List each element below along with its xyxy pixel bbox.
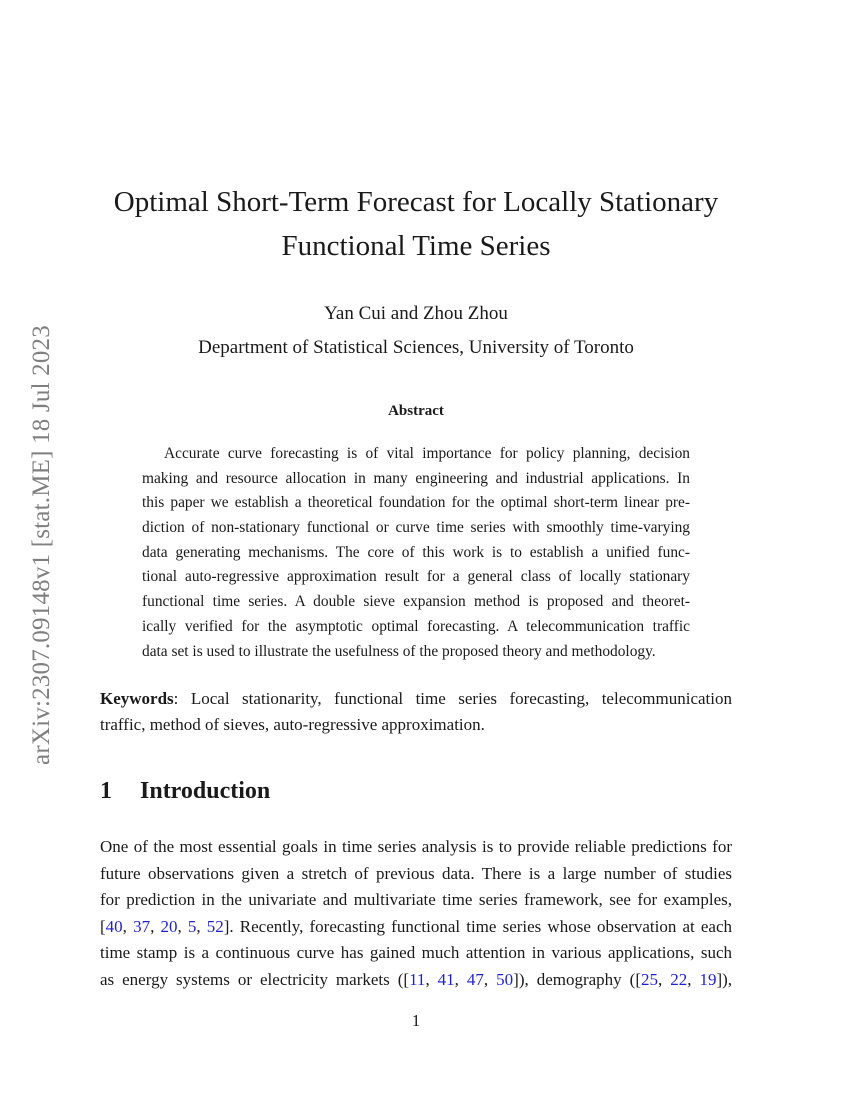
abstract-heading: Abstract bbox=[388, 403, 444, 419]
citation-link[interactable]: 47 bbox=[466, 969, 484, 989]
intro-line-4: [40, 37, 20, 5, 52]. Recently, forecasting functional time series whose observation at each bbox=[100, 916, 732, 936]
keywords-label: Keywords bbox=[100, 689, 174, 708]
arxiv-identifier-text: arXiv:2307.09148v1 [stat.ME] 18 Jul 2023 bbox=[28, 325, 56, 765]
citation-link[interactable]: 20 bbox=[160, 916, 178, 936]
intro-line-4-text: . Recently, forecasting functional time series whose observation at each bbox=[229, 916, 732, 936]
paper-title bbox=[100, 180, 732, 268]
keywords-line-1 bbox=[100, 686, 732, 712]
citation-link[interactable]: 52 bbox=[206, 916, 224, 936]
abstract-body bbox=[142, 442, 690, 664]
citation-link[interactable]: 37 bbox=[133, 916, 151, 936]
intro-line-1: One of the most essential goals in time series analysis is to provide reliable predictions for bbox=[100, 837, 732, 856]
citation-link[interactable]: 25 bbox=[640, 969, 658, 989]
intro-line-6-mid: ), demography ( bbox=[518, 969, 636, 989]
arxiv-identifier-stamp bbox=[18, 295, 66, 795]
abstract-line: diction of non-stationary functional or curve time series with smoothly time-varying bbox=[142, 519, 690, 537]
citation-link[interactable]: 11 bbox=[409, 969, 426, 989]
citation-link[interactable]: 19 bbox=[699, 969, 717, 989]
intro-line-2: future observations given a stretch of previous data. There is a large number of studies bbox=[100, 863, 732, 883]
title-line-1: Optimal Short-Term Forecast for Locally Stationary bbox=[113, 186, 719, 218]
citation-link[interactable]: 40 bbox=[105, 916, 123, 936]
section-heading-introduction bbox=[100, 778, 732, 805]
authors: Yan Cui and Zhou Zhou bbox=[324, 303, 508, 324]
affiliation: Department of Statistical Sciences, University of Toronto bbox=[198, 337, 634, 358]
abstract-line: making and resource allocation in many engineering and industrial applications. In bbox=[142, 469, 690, 487]
introduction-paragraph bbox=[100, 834, 732, 994]
intro-line-3: for prediction in the univariate and multivariate time series framework, see for examples, bbox=[100, 890, 732, 910]
intro-line-6: as energy systems or electricity markets ([11, 41, 47, 50]), demography ([25, 22, 19]), bbox=[100, 969, 733, 989]
abstract-line: data set is used to illustrate the usefulness of the proposed theory and methodology. bbox=[142, 642, 656, 660]
abstract-line: this paper we establish a theoretical foundation for the optimal short-term linear pre- bbox=[142, 494, 690, 512]
abstract-line: tional auto-regressive approximation result for a general class of locally stationary bbox=[142, 568, 690, 586]
citation-link[interactable]: 5 bbox=[187, 916, 197, 936]
keywords-paragraph bbox=[100, 686, 732, 738]
section-number: 1 bbox=[100, 778, 112, 804]
abstract-line: ically verified for the asymptotic optimal forecasting. A telecommunication traffic bbox=[142, 617, 690, 635]
citation-link[interactable]: 22 bbox=[670, 969, 688, 989]
abstract-line: Accurate curve forecasting is of vital importance for policy planning, decision bbox=[164, 445, 690, 462]
keywords-text-1: : Local stationarity, functional time series forecasting, telecommunication bbox=[173, 689, 732, 708]
keywords-line-2: traffic, method of sieves, auto-regressive approximation. bbox=[100, 715, 485, 734]
citation-link[interactable]: 50 bbox=[496, 969, 514, 989]
page-number: 1 bbox=[411, 1011, 421, 1030]
abstract-line: data generating mechanisms. The core of this work is to establish a unified func- bbox=[142, 543, 690, 561]
intro-line-6-post: ), bbox=[722, 969, 733, 989]
abstract-line: functional time series. A double sieve expansion method is proposed and theoret- bbox=[142, 593, 690, 611]
intro-line-6-pre: as energy systems or electricity markets ( bbox=[100, 969, 404, 989]
section-title: Introduction bbox=[140, 778, 271, 804]
intro-line-5: time stamp is a continuous curve has gained much attention in various applications, such bbox=[100, 943, 732, 963]
citation-link[interactable]: 41 bbox=[437, 969, 455, 989]
title-line-2: Functional Time Series bbox=[281, 230, 551, 262]
